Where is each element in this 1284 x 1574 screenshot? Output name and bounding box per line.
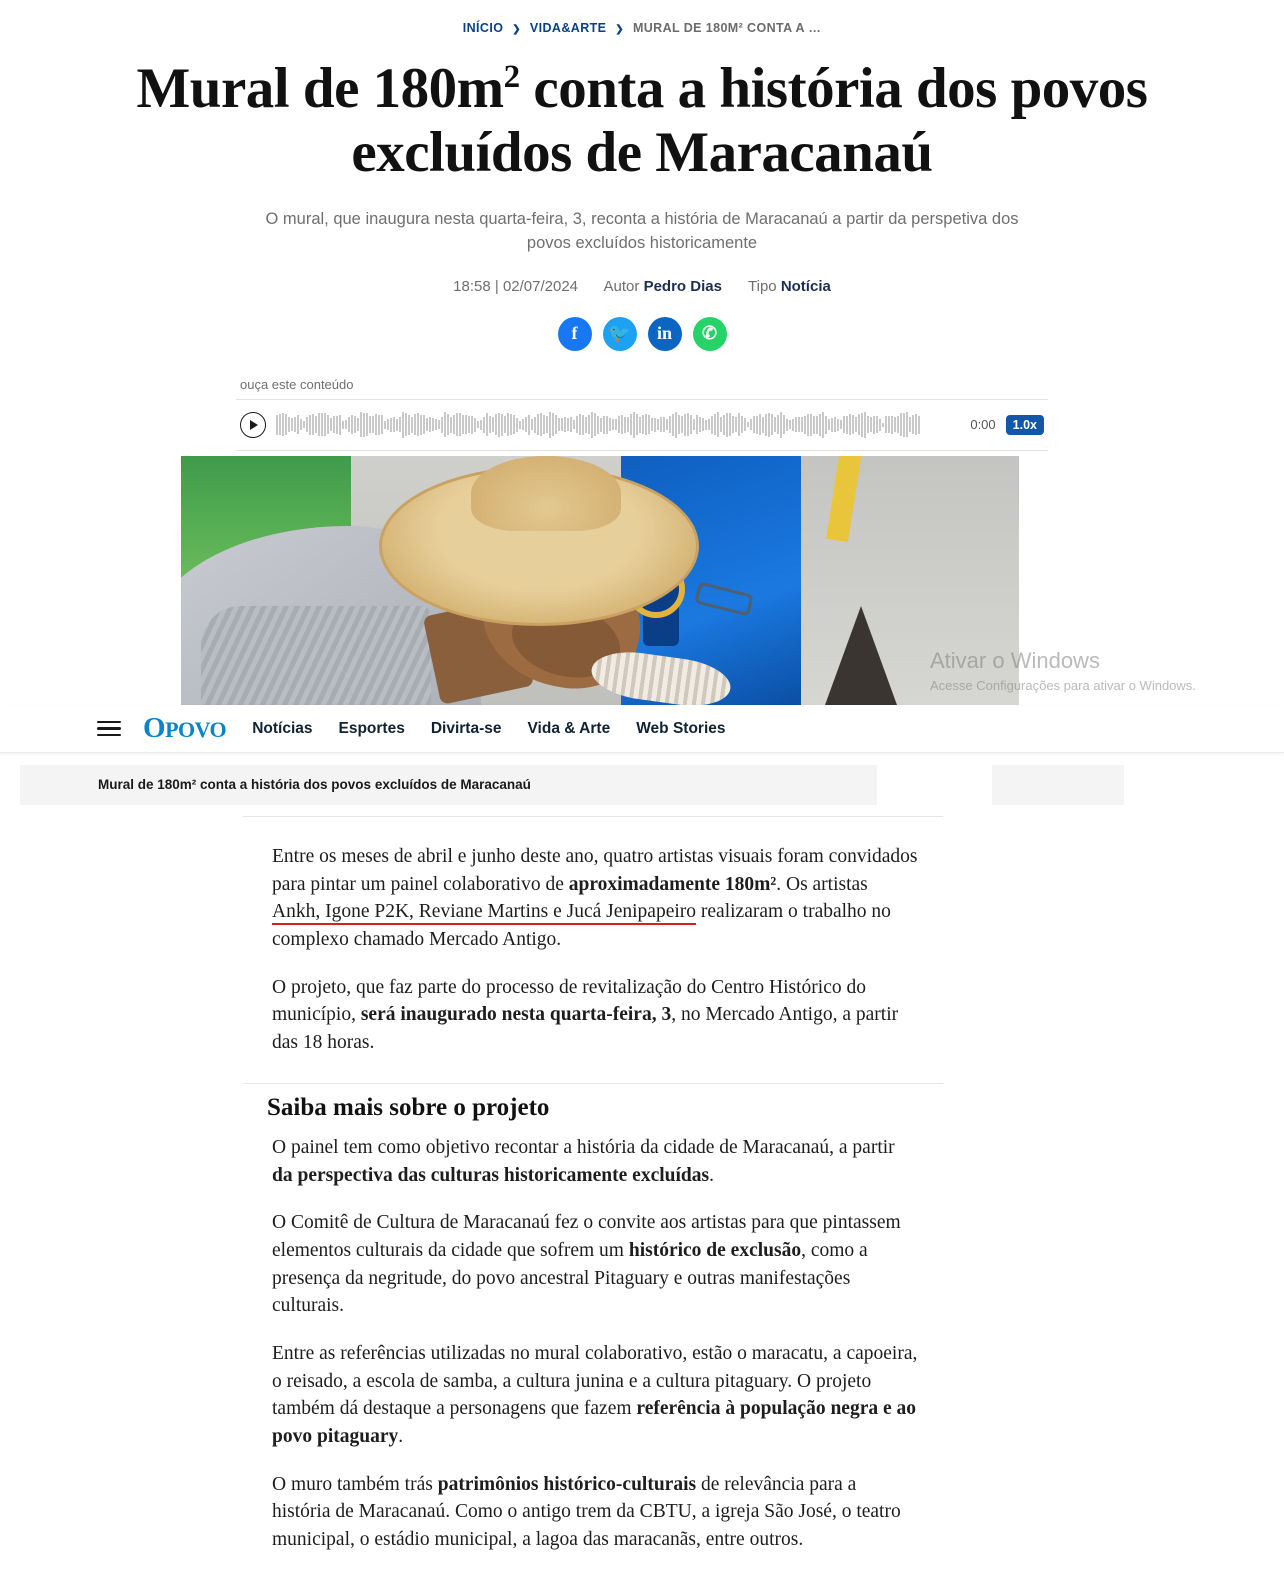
article-paragraph — [243, 1471, 943, 1554]
linkedin-icon: in — [656, 323, 672, 344]
breadcrumb-item-vidaearte[interactable]: VIDA&ARTE — [529, 21, 607, 35]
article-paragraph — [243, 1340, 943, 1451]
article-paragraph — [243, 1209, 943, 1320]
paragraph-text: . Os artistas — [776, 873, 868, 895]
strip-spacer-left — [877, 765, 992, 805]
paragraph-bold: patrimônios histórico-culturais — [437, 1473, 697, 1495]
author-label: Autor — [603, 277, 640, 295]
nav-item-esportes[interactable]: Esportes — [338, 719, 405, 737]
nav-item-noticias[interactable]: Notícias — [252, 719, 313, 737]
breadcrumb-item-current: MURAL DE 180M² CONTA A … — [632, 21, 822, 35]
audio-speed-button[interactable]: 1.0x — [1006, 415, 1044, 435]
logo-text-povo: POVO — [165, 717, 227, 742]
audio-player-bar — [236, 399, 1048, 451]
logo-text-o: O — [143, 712, 166, 744]
nav-item-web-stories[interactable]: Web Stories — [636, 719, 726, 737]
paragraph-text: , como a presença da negritude, do povo ancestral Pitaguary e outras manifestações culturais. — [272, 1239, 868, 1317]
paragraph-text: . — [398, 1426, 404, 1447]
page-title-part2: conta a história dos povos excluídos de Maracanaú — [351, 57, 1148, 185]
paragraph-bold: da perspectiva das culturas historicamente excluídas — [272, 1164, 710, 1186]
paragraph-text: O Comitê de Cultura de Maracanaú fez o convite aos artistas para que pintassem elementos culturais da cidade que sofrem um — [272, 1212, 901, 1261]
watermark-subtitle: Acesse Configurações para ativar o Windows. — [930, 678, 1196, 693]
type-value[interactable]: Notícia — [780, 277, 831, 295]
paragraph-text: realizaram o trabalho no complexo chamado Mercado Antigo. — [272, 901, 891, 951]
paragraph-bold: referência à população negra e ao povo pitaguary — [272, 1398, 917, 1447]
twitter-icon: 🐦 — [608, 323, 631, 344]
article-paragraph — [243, 1134, 943, 1189]
paragraph-bold: aproximadamente 180m² — [568, 873, 777, 895]
strip-spacer-right — [1124, 765, 1284, 805]
chevron-right-icon: ❯ — [512, 24, 521, 35]
audio-player — [236, 377, 1048, 451]
paragraph-text: Entre as referências utilizadas no mural colaborativo, estão o maracatu, a capoeira, o reisado, a escola de samba, a cultura junina e a cultura pitaguary. O projeto também dá destaque a personagens que fazem — [272, 1342, 918, 1420]
paragraph-bold: será inaugurado nesta quarta-feira, 3 — [360, 1004, 672, 1026]
play-icon[interactable] — [240, 412, 266, 438]
paragraph-text: O projeto, que faz parte do processo de revitalização do Centro Histórico do município, — [272, 976, 866, 1026]
nav-item-divirta-se[interactable]: Divirta-se — [430, 719, 502, 737]
whatsapp-share-button[interactable] — [693, 317, 727, 351]
audio-waveform[interactable] — [276, 411, 960, 439]
author-name[interactable]: Pedro Dias — [643, 277, 722, 295]
article-body — [243, 816, 943, 1574]
section-divider — [243, 1083, 943, 1084]
whatsapp-icon: ✆ — [701, 323, 718, 344]
site-header — [0, 705, 1284, 753]
paragraph-text: de relevância para a história de Maracanaú. Como o antigo trem da CBTU, a igreja São José, o teatro municipal, o estádio municipal, a lagoa das maracanãs, entre outros. — [272, 1473, 901, 1551]
article-paragraph — [243, 843, 943, 954]
linkedin-share-button[interactable] — [648, 317, 682, 351]
audio-current-time: 0:00 — [970, 417, 996, 433]
paragraph-text: Entre os meses de abril e junho deste ano, quatro artistas visuais foram convidados para pintar um painel colaborativo de — [272, 846, 918, 895]
publish-timestamp: 18:58 | 02/07/2024 — [453, 277, 579, 295]
article-hero-image — [181, 456, 1019, 707]
page-title-part1: Mural de 180m — [136, 57, 504, 120]
breadcrumb — [0, 0, 1284, 35]
paragraph-text: O painel tem como objetivo recontar a história da cidade de Maracanaú, a partir — [272, 1136, 895, 1158]
breadcrumb-item-inicio[interactable]: INÍCIO — [462, 21, 504, 35]
paragraph-text: O muro também trás — [272, 1473, 438, 1495]
nav-item-vida-e-arte[interactable]: Vida & Arte — [527, 719, 611, 737]
article-paragraph — [243, 974, 943, 1057]
page-title — [52, 57, 1232, 186]
paragraph-text: . — [709, 1164, 714, 1186]
article-subheadline: O mural, que inaugura nesta quarta-feira, 3, reconta a história de Maracanaú a partir da perspetiva dos povos excluídos historicamente — [265, 209, 1019, 252]
section-heading: Saiba mais sobre o projeto — [267, 1093, 550, 1121]
watermark-title: Ativar o Windows — [930, 648, 1100, 673]
social-share-bar — [0, 317, 1284, 351]
page-title-superscript: 2 — [503, 59, 520, 95]
type-label: Tipo — [748, 277, 777, 295]
main-nav — [252, 720, 725, 738]
chevron-right-icon: ❯ — [615, 24, 625, 35]
paragraph-text: , no Mercado Antigo, a partir das 18 horas. — [272, 1004, 899, 1054]
hamburger-menu-icon[interactable] — [97, 721, 121, 737]
facebook-icon: f — [571, 323, 578, 344]
article-meta — [0, 278, 1284, 295]
audio-player-label: ouça este conteúdo — [240, 376, 354, 392]
twitter-share-button[interactable] — [603, 317, 637, 351]
paragraph-underlined-names: Ankh, Igone P2K, Reviane Martins e Jucá Jenipapeiro — [272, 901, 696, 925]
paragraph-bold: histórico de exclusão — [628, 1239, 802, 1261]
facebook-share-button[interactable] — [558, 317, 592, 351]
site-logo[interactable] — [143, 712, 226, 745]
sticky-article-title: Mural de 180m² conta a história dos povos excluídos de Maracanaú — [98, 777, 531, 792]
